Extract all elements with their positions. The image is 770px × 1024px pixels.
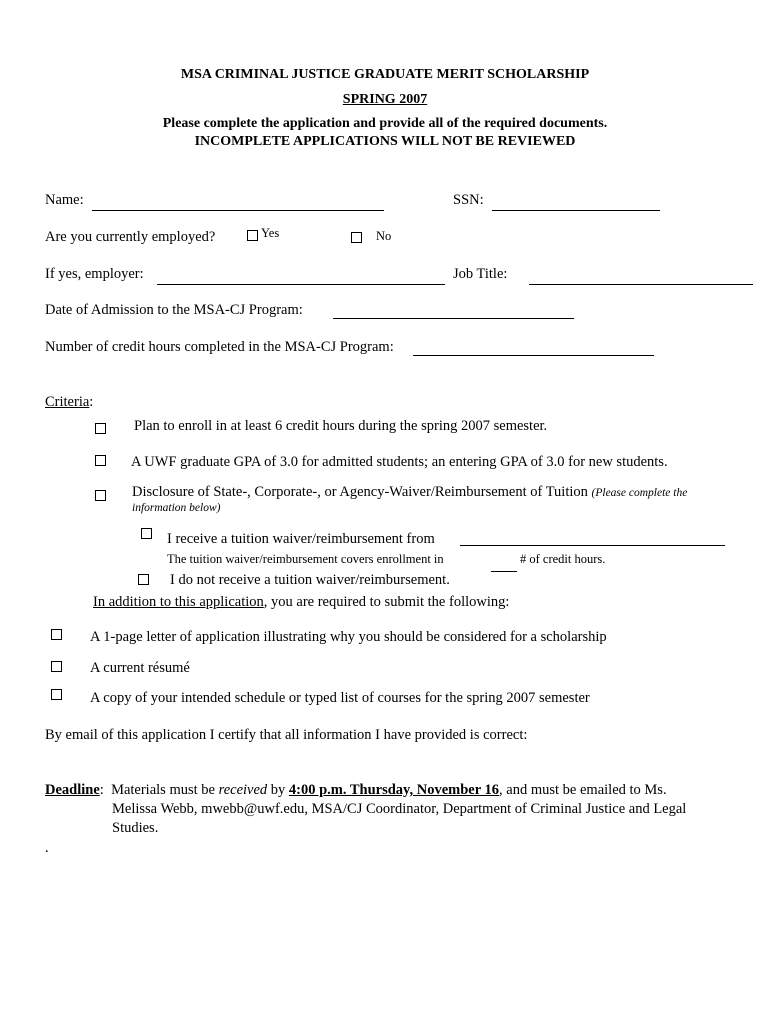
requirement-schedule-text: A copy of your intended schedule or typed list of courses for the spring 2007 semester bbox=[90, 690, 590, 706]
waiver-not-receive-text: I do not receive a tuition waiver/reimbursement. bbox=[170, 572, 450, 588]
employed-yes-checkbox[interactable] bbox=[247, 230, 258, 241]
admission-field[interactable] bbox=[333, 318, 574, 319]
criteria-gpa-text: A UWF graduate GPA of 3.0 for admitted students; an entering GPA of 3.0 for new students. bbox=[131, 454, 668, 470]
requirement-resume-text: A current résumé bbox=[90, 660, 190, 676]
form-term: SPRING 2007 bbox=[342, 92, 428, 107]
waiver-receive-checkbox[interactable] bbox=[141, 528, 152, 539]
employer-field[interactable] bbox=[157, 284, 445, 285]
requirement-letter-checkbox[interactable] bbox=[51, 629, 62, 640]
waiver-covers-text: The tuition waiver/reimbursement covers enrollment in bbox=[167, 552, 444, 566]
job-title-label: Job Title: bbox=[453, 266, 508, 282]
ssn-label: SSN: bbox=[453, 192, 484, 208]
form-warning: INCOMPLETE APPLICATIONS WILL NOT BE REVIEWED bbox=[194, 134, 576, 149]
requirement-resume-checkbox[interactable] bbox=[51, 661, 62, 672]
requirements-intro: In addition to this application, you are required to submit the following: bbox=[93, 594, 510, 610]
ssn-field[interactable] bbox=[492, 210, 660, 211]
deadline-line-2: Melissa Webb, mwebb@uwf.edu, MSA/CJ Coordinator, Department of Criminal Justice and Legal bbox=[112, 801, 687, 817]
name-field[interactable] bbox=[92, 210, 384, 211]
form-instruction: Please complete the application and provide all of the required documents. bbox=[162, 116, 608, 131]
credit-hours-label: Number of credit hours completed in the MSA-CJ Program: bbox=[45, 339, 394, 355]
waiver-hours-field[interactable] bbox=[491, 571, 517, 572]
employer-label: If yes, employer: bbox=[45, 266, 144, 282]
employed-label: Are you currently employed? bbox=[45, 229, 216, 245]
trailing-mark: . bbox=[45, 840, 49, 856]
criteria-disclosure-note: information below) bbox=[132, 502, 221, 514]
deadline-line-3: Studies. bbox=[112, 820, 159, 836]
waiver-hours-text: # of credit hours. bbox=[520, 552, 606, 566]
criteria-enroll-checkbox[interactable] bbox=[95, 423, 106, 434]
waiver-receive-text: I receive a tuition waiver/reimbursement from bbox=[167, 531, 435, 547]
waiver-source-field[interactable] bbox=[460, 545, 725, 546]
employed-yes-label: Yes bbox=[261, 226, 280, 240]
certification-text: By email of this application I certify that all information I have provided is correct: bbox=[45, 727, 528, 743]
employed-no-checkbox[interactable] bbox=[351, 232, 362, 243]
admission-label: Date of Admission to the MSA-CJ Program: bbox=[45, 302, 303, 318]
criteria-disclosure-text: Disclosure of State-, Corporate-, or Agency-Waiver/Reimbursement of Tuition (Please complete the bbox=[132, 484, 688, 500]
criteria-disclosure-checkbox[interactable] bbox=[95, 490, 106, 501]
requirement-letter-text: A 1-page letter of application illustrating why you should be considered for a scholarship bbox=[90, 629, 607, 645]
waiver-not-receive-checkbox[interactable] bbox=[138, 574, 149, 585]
requirement-schedule-checkbox[interactable] bbox=[51, 689, 62, 700]
criteria-enroll-text: Plan to enroll in at least 6 credit hours during the spring 2007 semester. bbox=[134, 418, 548, 434]
deadline-line-1: Deadline: Materials must be received by 4:00 p.m. Thursday, November 16, and must be emailed to Ms. bbox=[45, 782, 667, 798]
name-label: Name: bbox=[45, 192, 84, 208]
employed-no-label: No bbox=[376, 229, 392, 243]
form-title: MSA CRIMINAL JUSTICE GRADUATE MERIT SCHOLARSHIP bbox=[180, 67, 590, 82]
credit-hours-field[interactable] bbox=[413, 355, 654, 356]
job-title-field[interactable] bbox=[529, 284, 753, 285]
criteria-heading: Criteria: bbox=[45, 394, 94, 410]
criteria-gpa-checkbox[interactable] bbox=[95, 455, 106, 466]
